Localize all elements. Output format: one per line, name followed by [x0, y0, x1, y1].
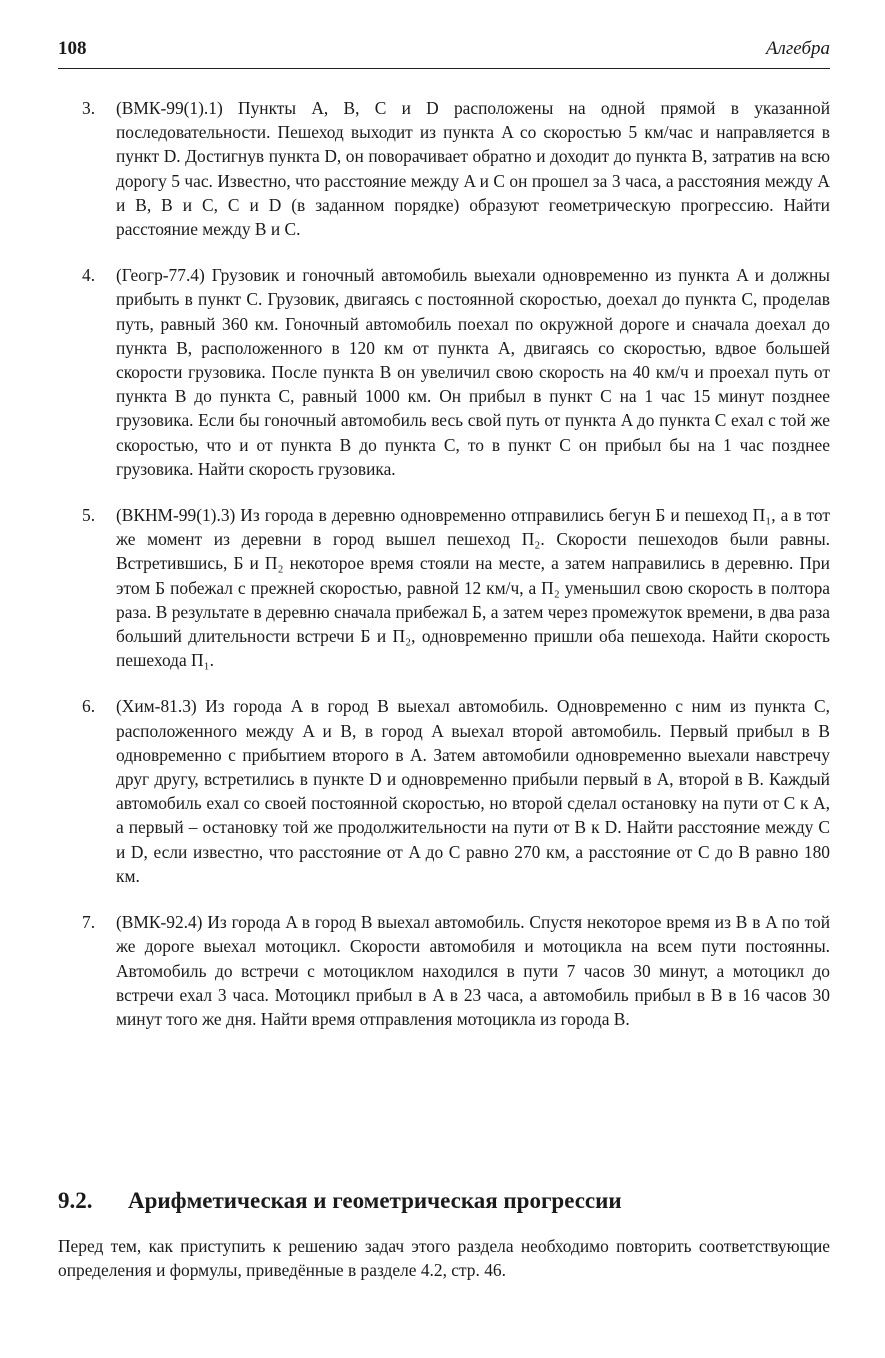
page-header [58, 38, 830, 69]
problem-number: 4. [82, 265, 96, 286]
section-heading [58, 1188, 830, 1214]
problem-number: 7. [82, 912, 96, 933]
problem-number: 5. [82, 505, 96, 526]
problem-3 [82, 96, 830, 241]
section-title: Арифметическая и геометрическая прогрессии [128, 1188, 622, 1213]
problem-list [82, 96, 830, 1053]
problem-7 [82, 910, 830, 1031]
problem-text: (ВМК-92.4) Из города A в город B выехал автомобиль. Спустя некоторое время из B в A по той же дороге выехал мотоцикл. Скорости автомобиля и мотоцикла на всем пути постоянны. Автомобиль до встречи с мотоциклом находился в пути 7 часов 30 минут, а мотоцикл до встречи ехал 3 часа. Мотоцикл прибыл в A в 23 часа, а автомобиль прибыл в B в 16 часов 30 минут того же дня. Найти время отправления мотоцикла из города B. [116, 912, 830, 1029]
problem-number: 6. [82, 696, 96, 717]
problem-number: 3. [82, 98, 96, 118]
problem-5 [82, 503, 830, 672]
page-number: 108 [58, 38, 87, 59]
problem-text: (ВКНМ-99(1).3) Из города в деревню одновременно отправились бегун Б и пешеход П₁, а в тот же момент из деревни в город вышел пешеход П₂. Скорости пешеходов были равны. Встретившись, Б и П₂ некоторое время стояли на месте, а затем направились в деревню. При этом Б побежал с прежней скоростью, равной 12 км/ч, а П₂ уменьшил свою скорость в полтора раза. В результате в деревню сначала прибежал Б, а затем через промежуток времени, в два раза больший длительности встречи Б и П₂, одновременно пришли оба пешехода. Найти скорость пешехода П₁. [116, 505, 830, 671]
section-number: 9.2. [58, 1188, 93, 1213]
problem-text: (Геогр-77.4) Грузовик и гоночный автомобиль выехали одновременно из пункта A и должны прибыть в пункт C. Грузовик, двигаясь с постоянной скоростью, доехал до пункта C, проделав путь, равный 360 км. Гоночный автомобиль поехал по окружной дороге и сначала доехал до пункта B, расположенного в 120 км от пункта A, двигаясь со скоростью, вдвое большей скорости грузовика. После пункта B он увеличил свою скорость на 40 км/ч и проехал путь от пункта B до пункта C, равный 1000 км. Он прибыл в пункт C на 1 час 15 минут позднее грузовика. Если бы гоночный автомобиль весь свой путь от пункта A до пункта C ехал с той же скоростью, что и от пункта B до пункта C, то в пункт C он прибыл бы на 1 час позднее грузовика. Найти скорость грузовика. [116, 265, 830, 479]
running-title: Алгебра [765, 38, 830, 59]
problem-4 [82, 263, 830, 481]
problem-6 [82, 694, 830, 888]
problem-text: (Хим-81.3) Из города A в город B выехал автомобиль. Одновременно с ним из пункта C, расположенного между A и B, в город A выехал второй автомобиль. Первый прибыл в B одновременно с прибытием второго в A. Затем автомобили одновременно выехали навстречу друг другу, встретились в пункте D и одновременно прибыли первый в A, второй в B. Каждый автомобиль ехал со своей постоянной скоростью, но второй сделал остановку на пути от C к A, а первый – остановку той же продолжительности на пути от B к D. Найти расстояние между C и D, если известно, что расстояние от A до C равно 270 км, а расстояние от C до B равно 180 км. [116, 696, 830, 886]
problem-text: (ВМК-99(1).1) Пункты A, B, C и D расположены на одной прямой в указанной последовательности. Пешеход выходит из пункта A со скоростью 5 км/час и направляется в пункт D. Достигнув пункта D, он поворачивает обратно и доходит до пункта B, затратив на всю дорогу 5 час. Известно, что расстояние между A и C он прошел за 3 часа, а расстояния между A и B, B и C, C и D (в заданном порядке) образуют геометрическую прогрессию. Найти расстояние между B и C. [116, 98, 830, 240]
section-intro: Перед тем, как приступить к решению задач этого раздела необходимо повторить соответствующие определения и формулы, приведённые в разделе 4.2, стр. 46. [58, 1236, 830, 1281]
